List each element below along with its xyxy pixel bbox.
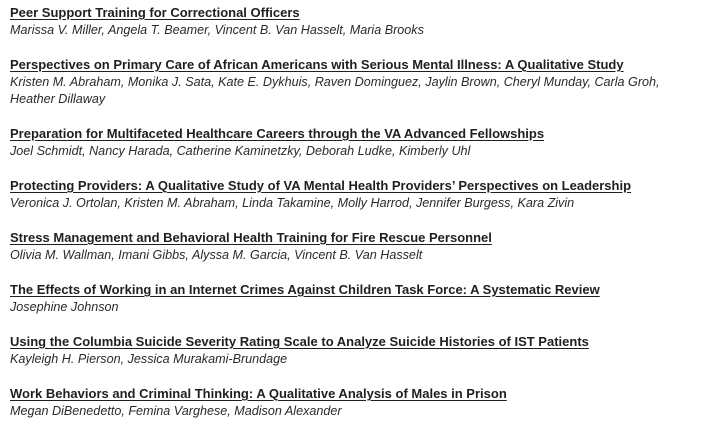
article-authors: Josephine Johnson [10,300,119,314]
article-authors: Marissa V. Miller, Angela T. Beamer, Vincent B. Van Hasselt, Maria Brooks [10,23,424,37]
article-title-link[interactable]: Peer Support Training for Correctional Officers [10,5,300,20]
article-title-link[interactable]: Using the Columbia Suicide Severity Rating Scale to Analyze Suicide Histories of IST Patients [10,334,589,349]
article-title-link[interactable]: The Effects of Working in an Internet Crimes Against Children Task Force: A Systematic Review [10,282,600,297]
article-title-link[interactable]: Protecting Providers: A Qualitative Study of VA Mental Health Providers’ Perspectives on Leadership [10,178,632,193]
article-authors: Kristen M. Abraham, Monika J. Sata, Kate E. Dykhuis, Raven Dominguez, Jaylin Brown, Cheryl Munday, Carla Groh, Heather Dillaway [10,75,660,106]
list-item [10,177,691,212]
list-item [10,333,691,368]
list-item [10,4,691,39]
list-item [10,125,691,160]
article-title-link[interactable]: Work Behaviors and Criminal Thinking: A Qualitative Analysis of Males in Prison [10,386,507,401]
list-item [10,56,691,108]
article-authors: Joel Schmidt, Nancy Harada, Catherine Kaminetzky, Deborah Ludke, Kimberly Uhl [10,144,471,158]
article-authors: Megan DiBenedetto, Femina Varghese, Madison Alexander [10,404,342,418]
article-authors: Veronica J. Ortolan, Kristen M. Abraham, Linda Takamine, Molly Harrod, Jennifer Burgess, Kara Zivin [10,196,575,210]
list-item [10,229,691,264]
article-authors: Olivia M. Wallman, Imani Gibbs, Alyssa M. Garcia, Vincent B. Van Hasselt [10,248,423,262]
list-item [10,281,691,316]
article-title-link[interactable]: Stress Management and Behavioral Health Training for Fire Rescue Personnel [10,230,492,245]
article-authors: Kayleigh H. Pierson, Jessica Murakami-Brundage [10,352,288,366]
article-title-link[interactable]: Perspectives on Primary Care of African Americans with Serious Mental Illness: A Qualitative Study [10,57,624,72]
article-title-link[interactable]: Preparation for Multifaceted Healthcare Careers through the VA Advanced Fellowships [10,126,545,141]
list-item [10,385,691,420]
